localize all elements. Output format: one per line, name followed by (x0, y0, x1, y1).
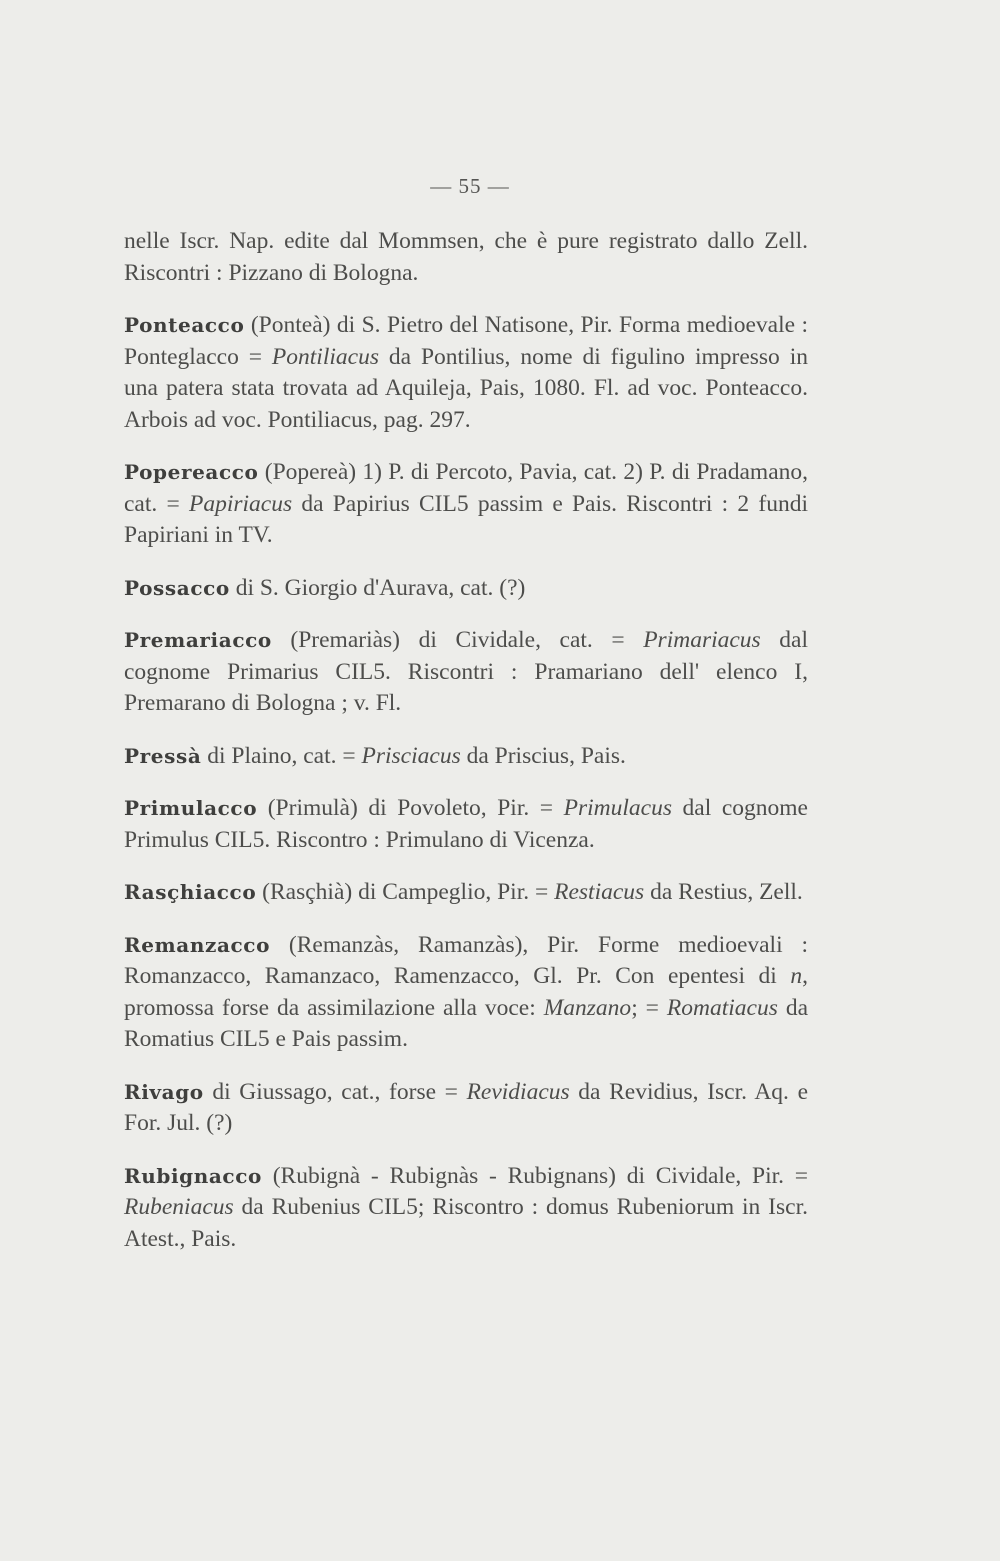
entry-paragraph (124, 877, 808, 909)
entry-latin-form: Revidiacus (466, 1078, 570, 1105)
entry-text: (Ponteà) di S. Pietro del Natisone, Pir. Forma medioevale : Ponteglacco = (124, 312, 808, 370)
entry-term: Possacco (124, 575, 230, 600)
entry-latin-form: Primulacus (563, 795, 672, 821)
entry-text: , promossa forse da assimilazione alla voce: (124, 963, 808, 1021)
entry-latin-form: Romatiacus (666, 994, 778, 1021)
entry-text: da Restius, Zell. (644, 879, 803, 905)
entry-text: (Popereà) 1) P. di Percoto, Pavia, cat. 2) P. di Pradamano, cat. = (124, 459, 809, 517)
entry-term: Ponteacco (124, 313, 245, 337)
entry-term: Popereacco (124, 460, 259, 484)
entry-text: da Revidius, Iscr. Aq. e For. Jul. (?) (124, 1078, 809, 1136)
entry-paragraph (124, 1077, 808, 1140)
entry-latin-form: Manzano (543, 994, 632, 1021)
entry-text: da Priscius, Pais. (460, 742, 626, 769)
entry-latin-form: Primariacus (643, 627, 761, 653)
entry-latin-form: n (790, 963, 803, 989)
entry-latin-form: Rubeniacus (124, 1194, 234, 1220)
page-number: — 55 — (430, 174, 510, 198)
entry-paragraph (124, 310, 808, 436)
entry-text: (Primulà) di Povoleto, Pir. = (267, 795, 564, 821)
entry-list (124, 310, 808, 1255)
entry-text: (Rasçhià) di Campeglio, Pir. = (262, 879, 555, 905)
entry-text: da Pontilius, nome di figulino impresso in una patera stata trovata ad Aquileja, Pais, 1080. Fl. ad voc. Ponteacco. Arbois ad voc. Pontiliacus, pag. 297. (124, 343, 808, 433)
entry-text: ; = (631, 994, 667, 1021)
entry-latin-form: Pontiliacus (271, 343, 379, 370)
entry-paragraph (124, 1161, 808, 1256)
entry-text: dal cognome Primarius CIL5. Riscontri : Pramariano dell' elenco I, Premarano di Bologna ; v. Fl. (124, 627, 808, 716)
entry-term: Pressà (124, 743, 202, 768)
entry-paragraph (124, 793, 808, 856)
entry-term: Rasçhiacco (124, 880, 257, 904)
entry-text: (Premariàs) di Cividale, cat. = (290, 627, 644, 653)
entry-paragraph (124, 625, 808, 720)
entry-term: Rubignacco (124, 1163, 262, 1188)
entry-text: (Remanzàs, Ramanzàs), Pir. Forme medioevali : Romanzacco, Ramanzaco, Ramenzacco, Gl. Pr. Con epentesi di (124, 931, 808, 989)
entry-paragraph (124, 457, 808, 552)
entry-text: di Giussago, cat., forse = (212, 1078, 467, 1105)
entry-term: Remanzacco (124, 932, 271, 957)
entry-text: dal cognome Primulus CIL5. Riscontro : Primulano di Vicenza. (124, 795, 808, 853)
entry-text: di S. Giorgio d'Aurava, cat. (?) (235, 574, 526, 601)
entry-term: Primulacco (124, 796, 258, 820)
entry-term: Premariacco (124, 628, 272, 652)
entry-term: Rivago (124, 1079, 204, 1104)
entry-text: di Plaino, cat. = (207, 742, 362, 769)
intro-paragraph: nelle Iscr. Nap. edite dal Mommsen, che è pure registrato dallo Zell. Riscontri : Pizzano di Bologna. (124, 228, 808, 286)
entry-paragraph (124, 741, 808, 773)
entry-text: da Romatius CIL5 e Pais passim. (124, 994, 808, 1052)
entry-paragraph (124, 930, 808, 1056)
entry-text: da Rubenius CIL5; Riscontro : domus Rubeniorum in Iscr. Atest., Pais. (124, 1194, 808, 1252)
entry-text: da Papirius CIL5 passim e Pais. Riscontri : 2 fundi Papiriani in TV. (124, 490, 808, 548)
entry-paragraph (124, 573, 808, 605)
main-text (124, 226, 808, 1276)
entry-latin-form: Prisciacus (361, 742, 461, 769)
entry-text: (Rubignà - Rubignàs - Rubignans) di Cividale, Pir. = (272, 1162, 809, 1189)
entry-latin-form: Papiriacus (188, 490, 293, 517)
entry-latin-form: Restiacus (554, 879, 645, 905)
